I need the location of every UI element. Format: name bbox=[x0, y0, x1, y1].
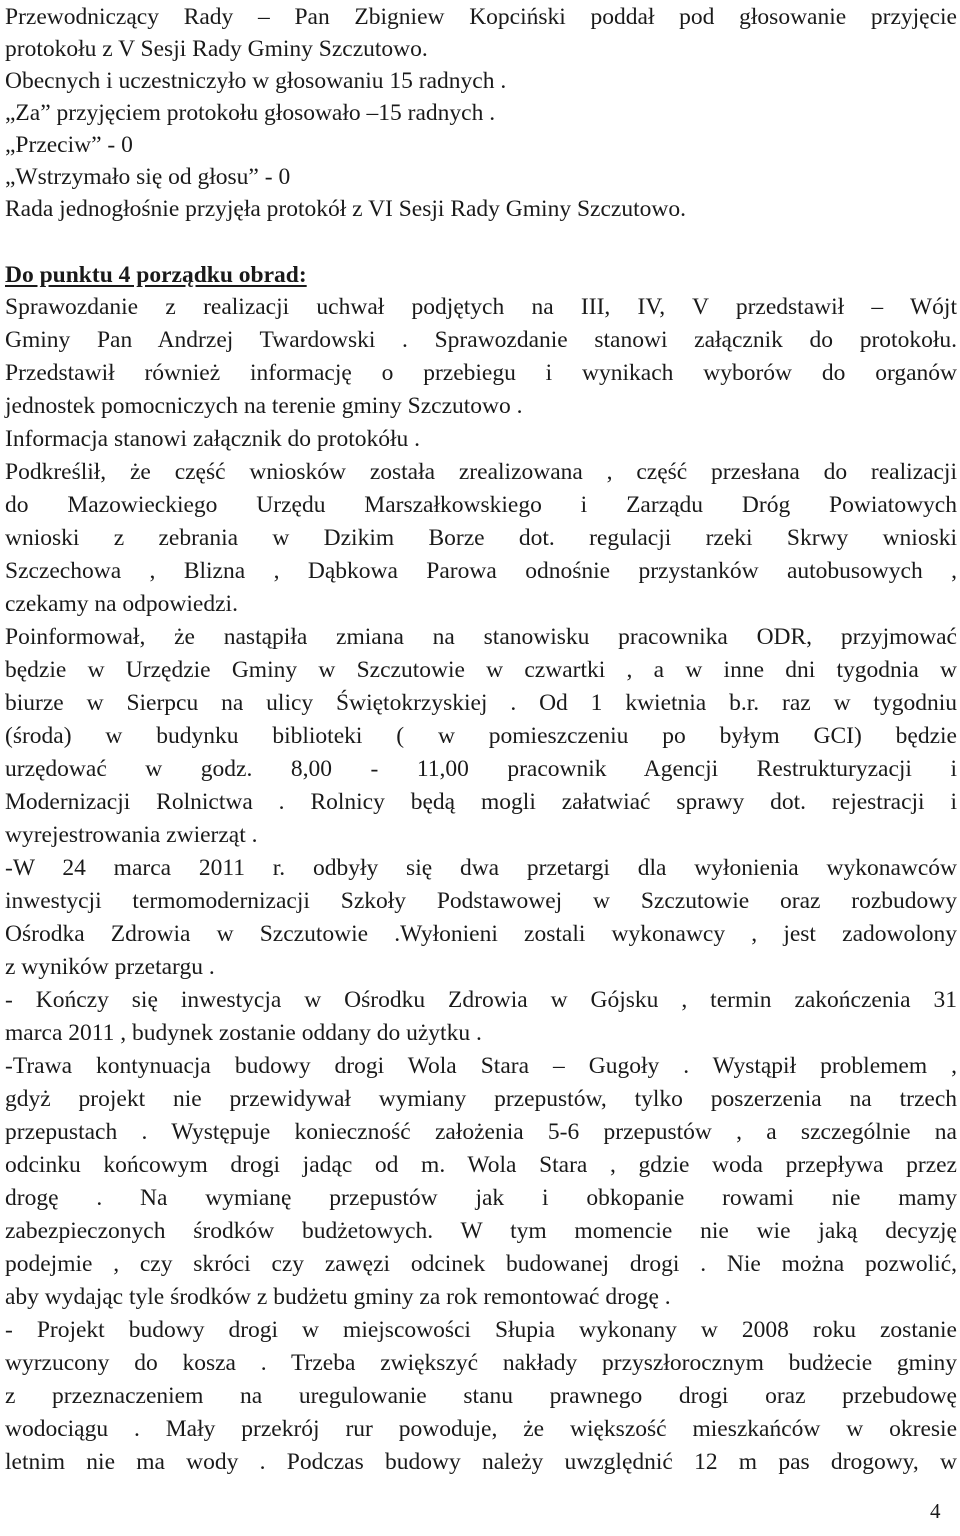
text-line-28: Ośrodka Zdrowia w Szczutowie .Wyłonieni zostali wykonawcy , jest zadowolony bbox=[5, 921, 957, 947]
text-line-23: urzędować w godz. 8,00 - 11,00 pracownik Agencji Restrukturyzacji i bbox=[5, 756, 957, 782]
text-line-32: -Trawa kontynuacja budowy drogi Wola Stara – Gugoły . Wystąpił problemem , bbox=[5, 1053, 957, 1079]
text-line-5: „Przeciw” - 0 bbox=[5, 132, 133, 158]
text-line-9: Sprawozdanie z realizacji uchwał podjętych na III, IV, V przedstawił – Wójt bbox=[5, 294, 957, 320]
text-line-36: drogę . Na wymianę przepustów jak i obkopanie rowami nie mamy bbox=[5, 1185, 957, 1211]
text-line-13: Informacja stanowi załącznik do protokółu . bbox=[5, 426, 421, 452]
text-line-41: wyrzucony do kosza . Trzeba zwiększyć nakłady przyszłorocznym budżecie gminy bbox=[5, 1350, 957, 1376]
text-line-14: Podkreślił, że część wniosków została zrealizowana , część przesłana do realizacji bbox=[5, 459, 957, 485]
text-line-33: gdyż projekt nie przewidywał wymiany przepustów, tylko poszerzenia na trzech bbox=[5, 1086, 957, 1112]
text-line-35: odcinku końcowym drogi jadąc od m. Wola Stara , gdzie woda przepływa przez bbox=[5, 1152, 957, 1178]
text-line-20: będzie w Urzędzie Gminy w Szczutowie w czwartki , a w inne dni tygodnia w bbox=[5, 657, 957, 683]
text-line-26: -W 24 marca 2011 r. odbyły się dwa przetargi dla wyłonienia wykonawców bbox=[5, 855, 957, 881]
text-line-22: (środa) w budynku biblioteki ( w pomieszczeniu po byłym GCI) będzie bbox=[5, 723, 957, 749]
text-line-42: z przeznaczeniem na uregulowanie stanu prawnego drogi oraz przebudowę bbox=[5, 1383, 957, 1409]
text-line-34: przepustach . Występuje konieczność założenia 5-6 przepustów , a szczególnie na bbox=[5, 1119, 957, 1145]
text-line-4: „Za” przyjęciem protokołu głosowało –15 radnych . bbox=[5, 100, 496, 126]
text-line-30: - Kończy się inwestycja w Ośrodku Zdrowia w Gójsku , termin zakończenia 31 bbox=[5, 987, 957, 1013]
text-line-27: inwestycji termomodernizacji Szkoły Podstawowej w Szczutowie oraz rozbudowy bbox=[5, 888, 957, 914]
text-line-11: Przedstawił również informację o przebiegu i wynikach wyborów do organów bbox=[5, 360, 957, 386]
text-line-10: Gminy Pan Andrzej Twardowski . Sprawozdanie stanowi załącznik do protokołu. bbox=[5, 327, 957, 353]
text-line-25: wyrejestrowania zwierząt . bbox=[5, 822, 258, 848]
section-heading: Do punktu 4 porządku obrad: bbox=[5, 262, 307, 288]
text-line-44: letnim nie ma wody . Podczas budowy należy uwzględnić 12 m pas drogowy, w bbox=[5, 1449, 957, 1475]
text-line-18: czekamy na odpowiedzi. bbox=[5, 591, 238, 617]
text-line-2: protokołu z V Sesji Rady Gminy Szczutowo. bbox=[5, 36, 428, 62]
text-line-31: marca 2011 , budynek zostanie oddany do użytku . bbox=[5, 1020, 482, 1046]
text-line-38: podejmie , czy skróci czy zawęzi odcinek budowanej drogi . Nie można pozwolić, bbox=[5, 1251, 957, 1277]
text-line-19: Poinformował, że nastąpiła zmiana na stanowisku pracownika ODR, przyjmować bbox=[5, 624, 957, 650]
text-line-7: Rada jednogłośnie przyjęła protokół z VI Sesji Rady Gminy Szczutowo. bbox=[5, 196, 686, 222]
text-line-12: jednostek pomocniczych na terenie gminy Szczutowo . bbox=[5, 393, 523, 419]
text-line-6: „Wstrzymało się od głosu” - 0 bbox=[5, 164, 291, 190]
text-line-43: wodociągu . Mały przekrój rur powoduje, że większość mieszkańców w okresie bbox=[5, 1416, 957, 1442]
text-line-16: wnioski z zebrania w Dzikim Borze dot. regulacji rzeki Skrwy wnioski bbox=[5, 525, 957, 551]
page-number: 4 bbox=[930, 1499, 941, 1523]
text-line-24: Modernizacji Rolnictwa . Rolnicy będą mogli załatwiać sprawy dot. rejestracji i bbox=[5, 789, 957, 815]
text-line-15: do Mazowieckiego Urzędu Marszałkowskiego i Zarządu Dróg Powiatowych bbox=[5, 492, 957, 518]
text-line-29: z wyników przetargu . bbox=[5, 954, 215, 980]
text-line-39: aby wydając tyle środków z budżetu gminy za rok remontować drogę . bbox=[5, 1284, 671, 1310]
text-line-3: Obecnych i uczestniczyło w głosowaniu 15 radnych . bbox=[5, 68, 507, 94]
text-line-17: Szczechowa , Blizna , Dąbkowa Parowa odnośnie przystanków autobusowych , bbox=[5, 558, 957, 584]
text-line-37: zabezpieczonych środków budżetowych. W tym momencie nie wie jaką decyzję bbox=[5, 1218, 957, 1244]
text-line-21: biurze w Sierpcu na ulicy Świętokrzyskiej . Od 1 kwietnia b.r. raz w tygodniu bbox=[5, 690, 957, 716]
text-line-1: Przewodniczący Rady – Pan Zbigniew Kopciński poddał pod głosowanie przyjęcie bbox=[5, 4, 957, 30]
text-line-40: - Projekt budowy drogi w miejscowości Słupia wykonany w 2008 roku zostanie bbox=[5, 1317, 957, 1343]
